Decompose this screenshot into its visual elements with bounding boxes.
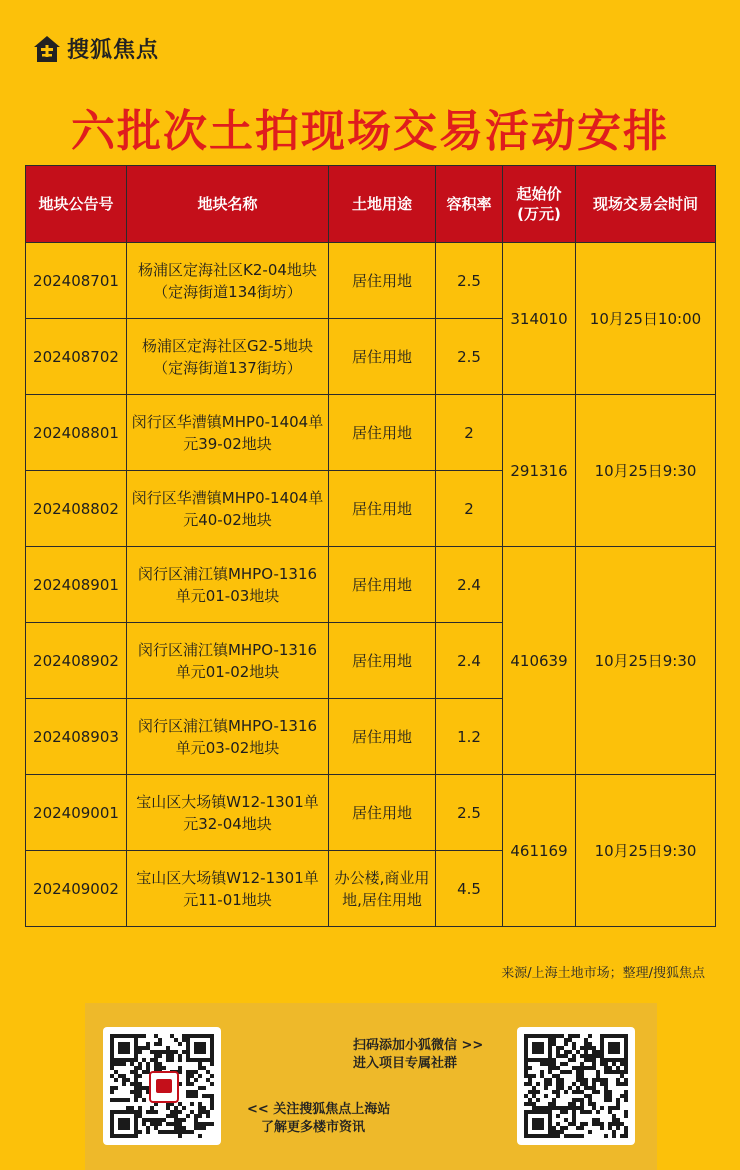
table-header-row (26, 166, 716, 243)
follow-line-1: << 关注搜狐焦点上海站 (247, 1102, 391, 1117)
brand-logo (33, 33, 159, 64)
cell-parcel-name: 闵行区华漕镇MHP0-1404单元39-02地块 (127, 395, 329, 471)
cell-far: 4.5 (436, 851, 503, 927)
cell-parcel-id: 202408802 (26, 471, 127, 547)
cell-land-use: 居住用地 (329, 547, 436, 623)
cell-far: 2.5 (436, 319, 503, 395)
table-row (26, 395, 716, 471)
cell-far: 1.2 (436, 699, 503, 775)
cell-auction-time: 10月25日9:30 (576, 775, 716, 927)
wechat-line-2: 进入项目专属社群 (353, 1056, 458, 1071)
cell-parcel-name: 杨浦区定海社区K2-04地块（定海街道134街坊） (127, 243, 329, 319)
cell-far: 2 (436, 395, 503, 471)
wechat-qr-code[interactable] (103, 1027, 221, 1145)
cell-far: 2.5 (436, 775, 503, 851)
wechat-promo-text (353, 1037, 483, 1073)
cell-land-use: 办公楼,商业用地,居住用地 (329, 851, 436, 927)
cell-land-use: 居住用地 (329, 243, 436, 319)
cell-parcel-id: 202409002 (26, 851, 127, 927)
cell-land-use: 居住用地 (329, 699, 436, 775)
cell-far: 2.4 (436, 623, 503, 699)
cell-parcel-id: 202409001 (26, 775, 127, 851)
header-start-price: 起始价 (万元) (503, 166, 576, 243)
header-parcel-name: 地块名称 (127, 166, 329, 243)
cell-parcel-name: 闵行区浦江镇MHPO-1316单元01-02地块 (127, 623, 329, 699)
source-note: 来源/上海土地市场；整理/搜狐焦点 (501, 966, 705, 981)
follow-qr-code[interactable] (517, 1027, 635, 1145)
cell-start-price: 314010 (503, 243, 576, 395)
table-row (26, 243, 716, 319)
page-title: 六批次土拍现场交易活动安排 (71, 106, 669, 157)
cell-auction-time: 10月25日9:30 (576, 395, 716, 547)
header-far: 容积率 (436, 166, 503, 243)
wechat-line-1: 扫码添加小狐微信 >> (353, 1038, 484, 1053)
cell-land-use: 居住用地 (329, 623, 436, 699)
land-auction-table (25, 165, 716, 927)
cell-land-use: 居住用地 (329, 395, 436, 471)
qr-logo-badge (149, 1071, 179, 1103)
follow-promo-text (247, 1101, 390, 1137)
cell-parcel-name: 宝山区大场镇W12-1301单元11-01地块 (127, 851, 329, 927)
cell-auction-time: 10月25日10:00 (576, 243, 716, 395)
cell-parcel-id: 202408801 (26, 395, 127, 471)
header-auction-time: 现场交易会时间 (576, 166, 716, 243)
cell-parcel-name: 闵行区浦江镇MHPO-1316单元01-03地块 (127, 547, 329, 623)
promo-panel (85, 1003, 657, 1170)
follow-line-2: 了解更多楼市资讯 (261, 1120, 366, 1135)
cell-land-use: 居住用地 (329, 775, 436, 851)
cell-far: 2.4 (436, 547, 503, 623)
cell-parcel-name: 杨浦区定海社区G2-5地块（定海街道137街坊） (127, 319, 329, 395)
cell-parcel-name: 宝山区大场镇W12-1301单元32-04地块 (127, 775, 329, 851)
cell-land-use: 居住用地 (329, 319, 436, 395)
cell-parcel-id: 202408701 (26, 243, 127, 319)
header-parcel-id: 地块公告号 (26, 166, 127, 243)
cell-land-use: 居住用地 (329, 471, 436, 547)
cell-parcel-name: 闵行区浦江镇MHPO-1316单元03-02地块 (127, 699, 329, 775)
sohu-house-icon (33, 35, 61, 63)
cell-start-price: 461169 (503, 775, 576, 927)
cell-auction-time: 10月25日9:30 (576, 547, 716, 775)
cell-parcel-name: 闵行区华漕镇MHP0-1404单元40-02地块 (127, 471, 329, 547)
cell-start-price: 410639 (503, 547, 576, 775)
cell-parcel-id: 202408902 (26, 623, 127, 699)
brand-name: 搜狐焦点 (67, 38, 160, 63)
cell-far: 2 (436, 471, 503, 547)
header-land-use: 土地用途 (329, 166, 436, 243)
table-row (26, 547, 716, 623)
cell-start-price: 291316 (503, 395, 576, 547)
cell-parcel-id: 202408903 (26, 699, 127, 775)
cell-parcel-id: 202408901 (26, 547, 127, 623)
cell-far: 2.5 (436, 243, 503, 319)
cell-parcel-id: 202408702 (26, 319, 127, 395)
table-row (26, 775, 716, 851)
